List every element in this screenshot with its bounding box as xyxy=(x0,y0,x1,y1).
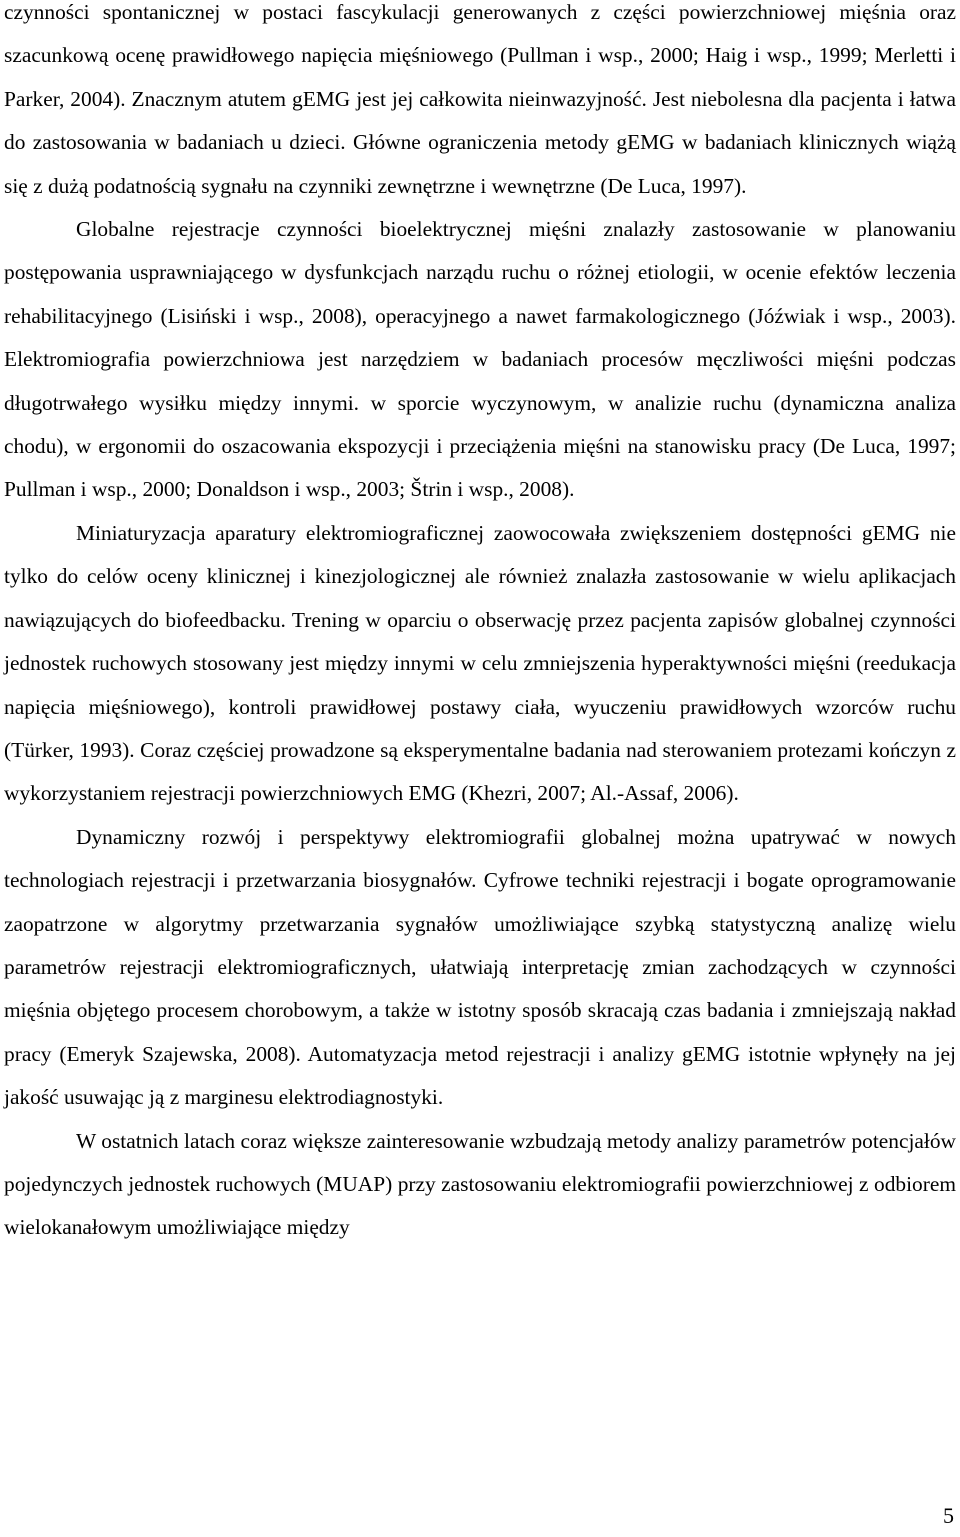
page-number: 5 xyxy=(943,1503,954,1528)
paragraph-5: W ostatnich latach coraz większe zainteresowanie wzbudzają metody analizy parametrów potencjałów pojedynczych jednostek ruchowych (MUAP) przy zastosowaniu elektromiografii powierzchniowej z odbiorem wielokanałowym umożliwiające między xyxy=(4,1128,956,1240)
paragraph-4: Dynamiczny rozwój i perspektywy elektromiografii globalnej można upatrywać w nowych technologiach rejestracji i przetwarzania biosygnałów. Cyfrowe techniki rejestracji i bogate oprogramowanie zaopatrzone w algorytmy przetwarzania sygnałów umożliwiające szybką statystyczną analizę wielu parametrów rejestracji elektromiograficznych, ułatwiają interpretację zmian zachodzących w czynności mięśnia objętego procesem chorobowym, a także w istotny sposób skracają czas badania i zmniejszają nakład pracy (Emeryk Szajewska, 2008). Automatyzacja metod rejestracji i analizy gEMG istotnie wpłynęły na jej jakość usuwając ją z marginesu elektrodiagnostyki. xyxy=(4,824,956,1110)
paragraph-2: Globalne rejestracje czynności bioelektrycznej mięśni znalazły zastosowanie w planowaniu postępowania usprawniającego w dysfunkcjach narządu ruchu o różnej etiologii, w ocenie efektów leczenia rehabilitacyjnego (Lisiński i wsp., 2008), operacyjnego a nawet farmakologicznego (Jóźwiak i wsp., 2003). Elektromiografia powierzchniowa jest narzędziem w badaniach procesów męczliwości mięśni podczas długotrwałego wysiłku między innymi. w sporcie wyczynowym, w analizie ruchu (dynamiczna analiza chodu), w ergonomii do oszacowania ekspozycji i przeciążenia mięśni na stanowisku pracy (De Luca, 1997; Pullman i wsp., 2000; Donaldson i wsp., 2003; Štrin i wsp., 2008). xyxy=(4,217,956,502)
paragraph-1: czynności spontanicznej w postaci fascykulacji generowanych z części powierzchniowej mięśnia oraz szacunkową ocenę prawidłowego napięcia mięśniowego (Pullman i wsp., 2000; Haig i wsp., 1999; Merletti i Parker, 2004). Znacznym atutem gEMG jest jej całkowita nieinwazyjność. Jest niebolesna dla pacjenta i łatwa do zastosowania w badaniach u dzieci. Główne ograniczenia metody gEMG w badaniach klinicznych wiążą się z dużą podatnością sygnału na czynniki zewnętrzne i wewnętrzne (De Luca, 1997). xyxy=(4,0,956,198)
document-body xyxy=(4,0,956,1250)
paragraph-3: Miniaturyzacja aparatury elektromiograficznej zaowocowała zwiększeniem dostępności gEMG nie tylko do celów oceny klinicznej i kinezjologicznej ale również znalazła zastosowanie w wielu aplikacjach nawiązujących do biofeedbacku. Trening w oparciu o obserwację przez pacjenta zapisów globalnej czynności jednostek ruchowych stosowany jest między innymi w celu zmniejszenia hyperaktywności mięśni (reedukacja napięcia mięśniowego), kontroli prawidłowej postawy ciała, wyuczeniu prawidłowych wzorców ruchu (Türker, 1993). Coraz częściej prowadzone są eksperymentalne badania nad sterowaniem protezami kończyn z wykorzystaniem rejestracji powierzchniowych EMG (Khezri, 2007; Al.-Assaf, 2006). xyxy=(4,520,956,806)
